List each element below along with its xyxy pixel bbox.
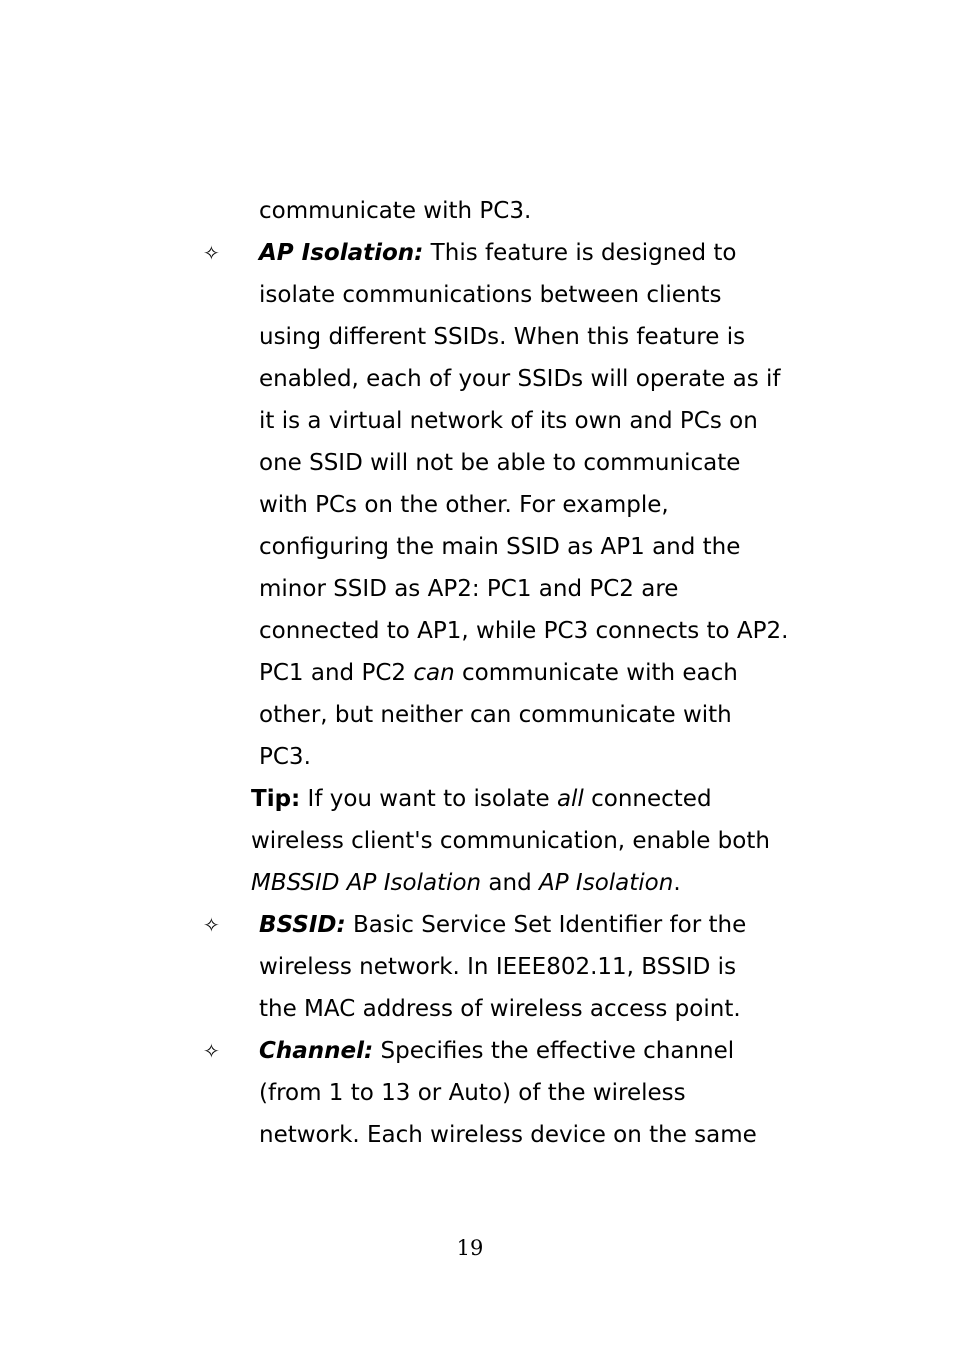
emphasis-all: all xyxy=(556,786,584,812)
ap-isolation-line-6: one SSID will not be able to communicate xyxy=(259,450,741,476)
emphasis-ap-isolation: AP Isolation xyxy=(539,870,674,896)
tip-text: and xyxy=(481,870,540,896)
tip-line-3 xyxy=(251,868,681,898)
ap-isolation-line-13: PC3. xyxy=(259,744,311,770)
ap-isolation-line-3: using different SSIDs. When this feature is xyxy=(259,324,746,350)
bssid-line-3: the MAC address of wireless access point. xyxy=(259,996,741,1022)
page-number: 19 xyxy=(456,1236,484,1260)
ap-isolation-line-2: isolate communications between clients xyxy=(259,282,722,308)
bssid-line-2: wireless network. In IEEE802.11, BSSID is xyxy=(259,954,737,980)
ap-isolation-line-12: other, but neither can communicate with xyxy=(259,702,732,728)
ap-isolation-line-4: enabled, each of your SSIDs will operate as if xyxy=(259,366,781,392)
channel-line-3: network. Each wireless device on the same xyxy=(259,1122,757,1148)
ap-isolation-line-11 xyxy=(259,658,738,688)
ap-isolation-line-10: connected to AP1, while PC3 connects to AP2. xyxy=(259,618,789,644)
tip-text: connected xyxy=(583,786,712,812)
ap-isolation-text: PC1 and PC2 xyxy=(259,660,414,686)
bullet-icon: ✧ xyxy=(203,913,220,937)
tip-label: Tip: xyxy=(251,786,301,812)
bssid-term: BSSID: xyxy=(259,912,346,938)
bullet-icon: ✧ xyxy=(203,1039,220,1063)
bssid-text: Basic Service Set Identifier for the xyxy=(345,912,747,938)
channel-line-1 xyxy=(259,1036,734,1066)
tip-line-1 xyxy=(251,784,712,814)
emphasis-can: can xyxy=(413,660,455,686)
bullet-icon: ✧ xyxy=(203,241,220,265)
ap-isolation-line-5: it is a virtual network of its own and PCs on xyxy=(259,408,758,434)
ap-isolation-text: This feature is designed to xyxy=(423,240,737,266)
channel-text: Specifies the effective channel xyxy=(373,1038,735,1064)
channel-term: Channel: xyxy=(259,1038,374,1064)
ap-isolation-line-1 xyxy=(259,238,736,268)
ap-isolation-text: communicate with each xyxy=(454,660,738,686)
continuation-line: communicate with PC3. xyxy=(259,198,532,224)
ap-isolation-line-9: minor SSID as AP2: PC1 and PC2 are xyxy=(259,576,679,602)
tip-text: If you want to isolate xyxy=(300,786,557,812)
channel-line-2: (from 1 to 13 or Auto) of the wireless xyxy=(259,1080,686,1106)
ap-isolation-line-7: with PCs on the other. For example, xyxy=(259,492,669,518)
ap-isolation-line-8: configuring the main SSID as AP1 and the xyxy=(259,534,741,560)
ap-isolation-term: AP Isolation: xyxy=(259,240,424,266)
tip-text: . xyxy=(673,870,681,896)
tip-line-2: wireless client's communication, enable both xyxy=(251,828,770,854)
emphasis-mbssid-ap-isolation: MBSSID AP Isolation xyxy=(251,870,482,896)
bssid-line-1 xyxy=(259,910,746,940)
